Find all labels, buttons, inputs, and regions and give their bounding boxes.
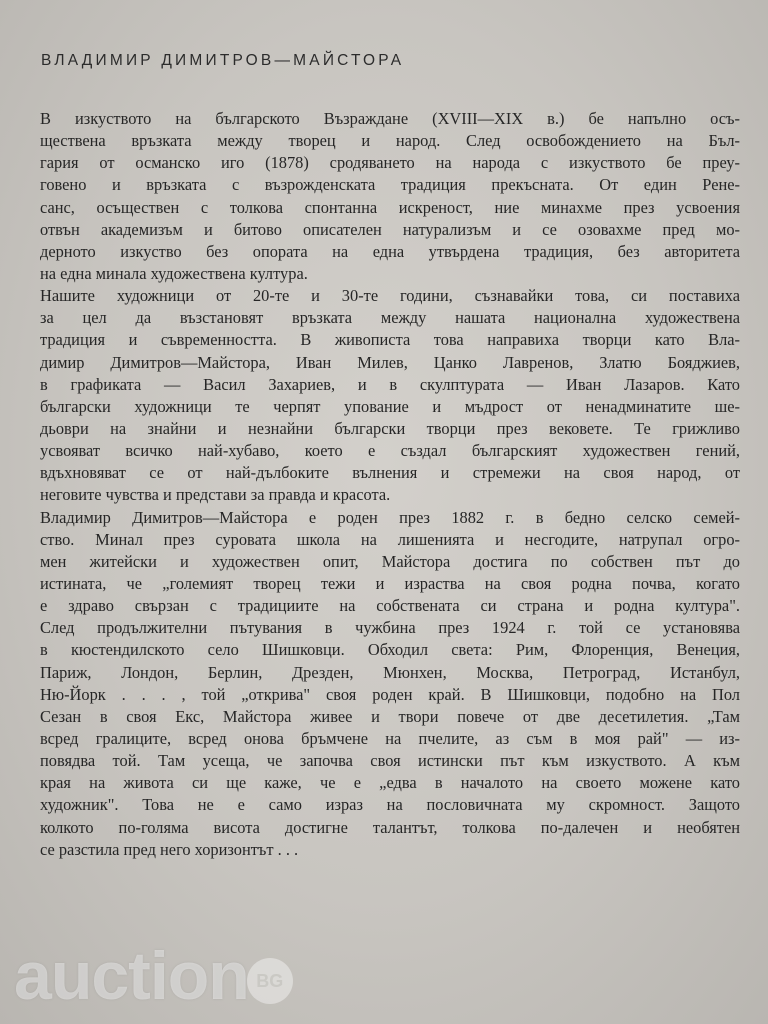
text-line: художник". Това не е само израз на пословичната му скромност. Защото: [40, 795, 740, 815]
watermark-text: auction: [14, 938, 249, 1014]
text-line: е здраво свързан с традициите на собствената си страна и родна култура".: [40, 596, 740, 616]
watermark-badge: BG: [247, 958, 293, 1004]
text-line: ство. Минал през суровата школа на лишенията и несгодите, натрупал огро-: [40, 529, 740, 549]
text-line: усвояват всичко най-хубаво, което е създал българският художествен гений,: [40, 441, 740, 461]
page-title: ВЛАДИМИР ДИМИТРОВ—МАЙСТОРА: [41, 52, 405, 69]
text-line: Ню-Йорк . . . , той „открива" своя роден край. В Шишковци, подобно на Пол: [40, 684, 740, 704]
text-line: говено и връзката с възрожденската традиция прекъсната. От един Ренe-: [40, 175, 740, 195]
text-line: края на живота си ще каже, че е „едва в началото на своето можене като: [40, 773, 740, 793]
text-line: След продължителни пътувания в чужбина през 1924 г. той се установява: [40, 618, 740, 638]
text-line: в графиката — Васил Захариев, и в скулптурата — Иван Лазаров. Като: [40, 374, 740, 394]
text-line: гария от османско иго (1878) сродяването на народа с изкуството бе преу-: [40, 153, 740, 173]
text-line: неговите чувства и представи за правда и красота.: [40, 485, 391, 505]
text-line: Нашите художници от 20-те и 30-те години, съзнавайки това, си поставиха: [40, 286, 740, 306]
text-line: мен житейски и художествен опит, Майстора достига по собствен път до: [40, 551, 740, 571]
text-line: ществена връзката между творец и народ. След освобождението на Бъл-: [40, 131, 740, 151]
text-line: дерното изкуство без опората на една утвърдена традиция, без авторитета: [40, 241, 740, 261]
text-line: Сезан в своя Екс, Майстора живее и твори повече от две десетилетия. „Там: [40, 706, 740, 726]
text-line: Владимир Димитров—Майстора е роден през 1882 г. в бедно селско семей-: [40, 507, 740, 527]
text-line: повядва той. Там усеща, че започва своя истински път към изкуството. А към: [40, 751, 740, 771]
text-line: български художници те черпят упование и мъдрост от ненадминатите ше-: [40, 396, 740, 416]
text-line: дьоври на знайни и незнайни български творци през вековете. Те грижливо: [40, 418, 740, 438]
text-line: Париж, Лондон, Берлин, Дрезден, Мюнхен, Москва, Петроград, Истанбул,: [40, 662, 740, 682]
text-line: се разстила пред него хоризонтът . . .: [40, 839, 299, 859]
text-line: на една минала художествена култура.: [40, 263, 308, 283]
text-line: за цел да възстановят връзката между нашата национална художествена: [40, 308, 740, 328]
text-line: традиция и съвременността. В живописта това направиха творци като Вла-: [40, 330, 740, 350]
text-line: димир Димитров—Майстора, Иван Милев, Цанко Лавренов, Златю Бояджиев,: [40, 352, 740, 372]
text-line: всред гралиците, всред онова бръмчене на пчелите, аз съм в моя рай" — из-: [40, 728, 740, 748]
text-line: вдъхновяват се от най-дълбоките вълнения и стремежи на своя народ, от: [40, 463, 740, 483]
text-line: отвън академизъм и битово описателен натурализъм и се озовахме пред мо-: [40, 219, 740, 239]
text-line: в кюстендилското село Шишковци. Обходил света: Рим, Флоренция, Венеция,: [40, 640, 740, 660]
text-line: санс, осъществен с толкова спонтанна искреност, ние минахме през усвоения: [40, 197, 740, 217]
watermark: [14, 936, 293, 1016]
text-line: истината, че „големият творец тежи и израства на своя родна почва, когато: [40, 573, 740, 593]
body-text: [40, 108, 740, 861]
text-line: колкото по-голяма висота достигне талантът, толкова по-далечен и необятен: [40, 817, 740, 837]
text-line: В изкуството на българското Възраждане (XVIII—XIX в.) бе напълно осъ-: [40, 109, 740, 128]
